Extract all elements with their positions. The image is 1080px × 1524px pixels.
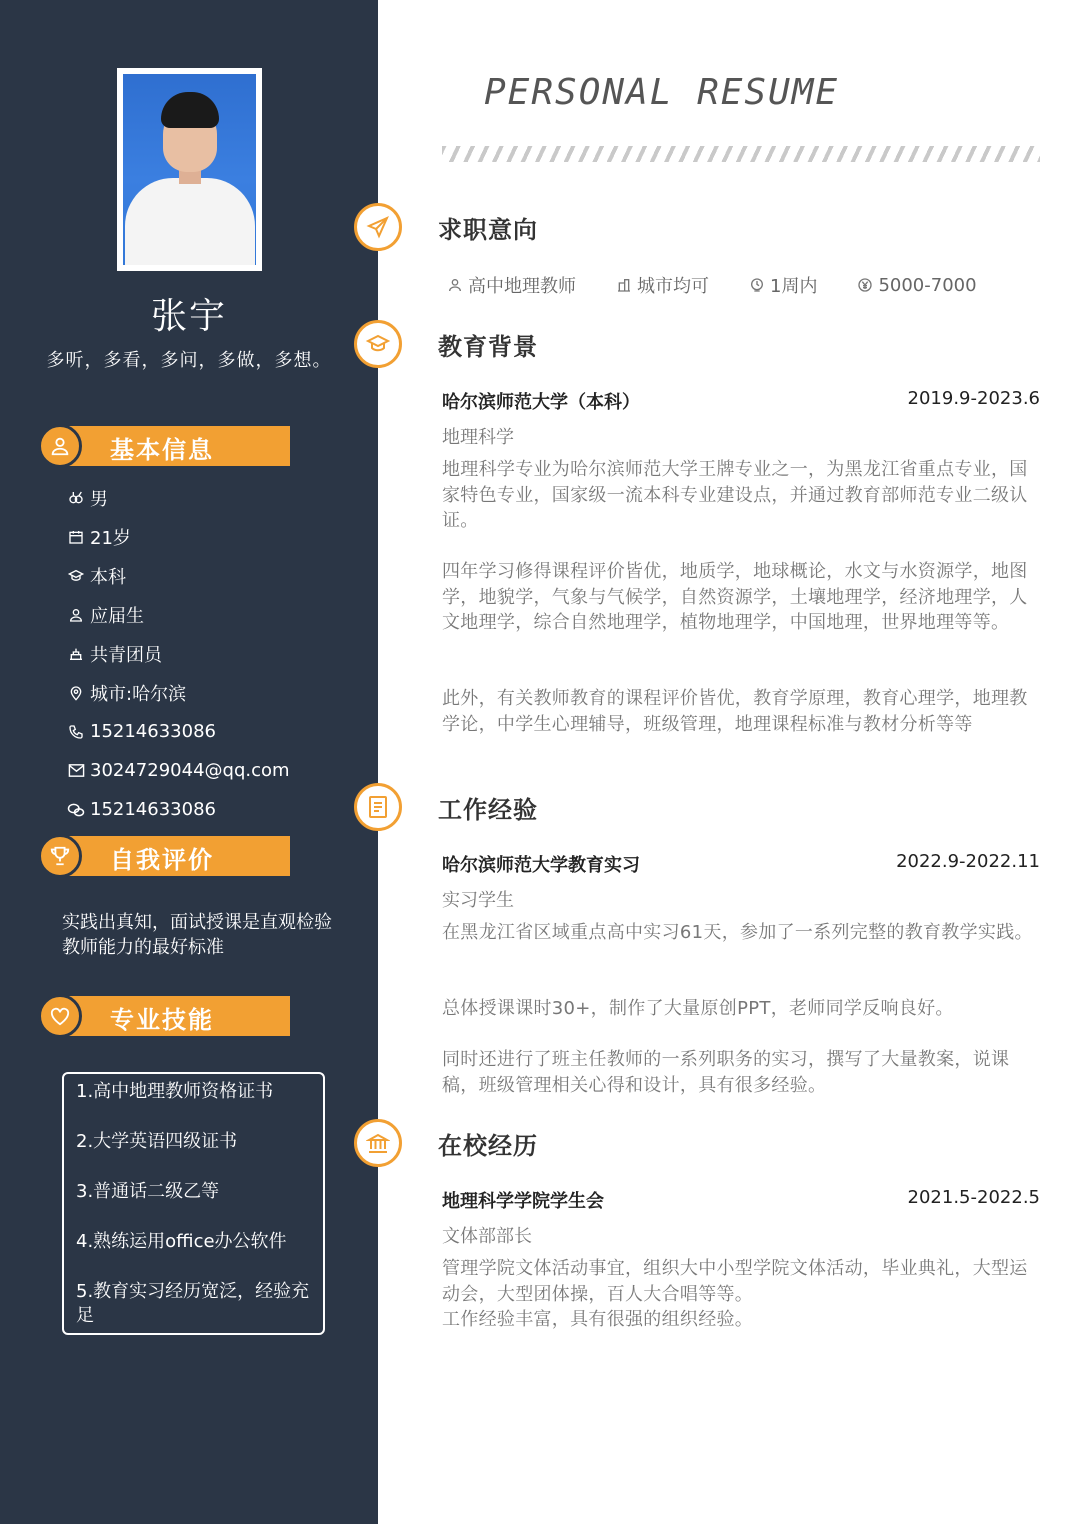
- education-title: 教育背景: [438, 333, 538, 361]
- graduation-cap-icon: [354, 320, 402, 368]
- work-role: 实习学生: [442, 890, 514, 911]
- basic-info-list: [66, 478, 290, 829]
- campus-org: 地理科学学院学生会: [442, 1191, 604, 1212]
- paper-plane-icon: [354, 203, 402, 251]
- info-politics: 共青团员: [66, 634, 290, 673]
- phone-icon: [66, 722, 86, 742]
- work-entry-head: [442, 851, 1040, 877]
- education-paragraph: 地理科学专业为哈尔滨师范大学王牌专业之一，为黑龙江省重点专业，国家特色专业，国家级一流本科专业建设点，并通过教育部师范专业二级认证。: [442, 459, 1028, 531]
- trophy-icon: [38, 834, 82, 878]
- self-eval-text: 实践出真知，面试授课是直观检验教师能力的最好标准: [62, 912, 332, 958]
- skills-header: [38, 994, 290, 1036]
- work-paragraph: 在黑龙江省区域重点高中实习61天，参加了一系列完整的教育教学实践。: [442, 922, 1033, 943]
- motto: 多听，多看，多问，多做，多想。: [46, 350, 332, 371]
- resume-title: PERSONAL RESUME: [484, 72, 840, 113]
- work-paragraph: 同时还进行了班主任教师的一系列职务的实习，撰写了大量教案，说课稿，班级管理相关心得和设计，具有很多经验。: [442, 1049, 1010, 1096]
- info-email: 3024729044@qq.com: [66, 751, 290, 790]
- user-icon: [66, 605, 86, 625]
- skill-item: 2.大学英语四级证书: [76, 1131, 238, 1152]
- building-icon: [614, 275, 634, 295]
- education-paragraph: 四年学习修得课程评价皆优，地质学，地球概论，水文与水资源学，地图学，地貌学，气象与气候学，自然资源学，土壤地理学，经济地理学，人文地理学，综合自然地理学，植物地理学，中国地理，世界地理等等。: [442, 561, 1028, 633]
- job-intent-title: 求职意向: [438, 216, 538, 244]
- party-icon: [66, 644, 86, 664]
- info-phone: 15214633086: [66, 712, 290, 751]
- skill-item: 1.高中地理教师资格证书: [76, 1081, 274, 1102]
- work-date: 2022.9-2022.11: [896, 851, 1040, 872]
- info-wechat: 15214633086: [66, 790, 290, 829]
- education-entry-head: [442, 388, 1040, 414]
- intent-position: 高中地理教师: [445, 272, 576, 298]
- clock-icon: [747, 275, 767, 295]
- work-org: 哈尔滨师范大学教育实习: [442, 855, 640, 876]
- location-icon: [66, 683, 86, 703]
- info-gender: 男: [66, 478, 290, 517]
- skill-item: 5.教育实习经历宽泛，经验充足: [76, 1281, 310, 1326]
- document-icon: [354, 783, 402, 831]
- skills-title: 专业技能: [110, 1006, 214, 1034]
- basic-info-title: 基本信息: [110, 436, 214, 464]
- education-major: 地理科学: [442, 427, 514, 448]
- campus-role: 文体部部长: [442, 1226, 532, 1247]
- work-title: 工作经验: [438, 796, 538, 824]
- education-paragraph: 此外，有关教师教育的课程评价皆优，教育学原理，教育心理学，地理教学论，中学生心理辅导，班级管理，地理课程标准与教材分析等等: [442, 688, 1028, 735]
- basic-info-header: [38, 424, 290, 466]
- mail-icon: [66, 761, 86, 781]
- self-eval-title: 自我评价: [110, 846, 214, 874]
- heart-icon: [38, 994, 82, 1038]
- education-org: 哈尔滨师范大学（本科）: [442, 392, 640, 413]
- campus-title: 在校经历: [438, 1132, 538, 1160]
- yen-icon: [855, 275, 875, 295]
- info-status: 应届生: [66, 595, 290, 634]
- intent-availability: 1周内: [747, 272, 817, 298]
- work-paragraph: 总体授课课时30+，制作了大量原创PPT，老师同学反响良好。: [442, 998, 954, 1019]
- info-degree: 本科: [66, 556, 290, 595]
- gender-icon: [66, 488, 86, 508]
- institution-icon: [354, 1119, 402, 1167]
- graduation-cap-icon: [66, 566, 86, 586]
- decorative-stripe: [442, 146, 1040, 162]
- calendar-icon: [66, 527, 86, 547]
- intent-salary: 5000-7000: [855, 272, 976, 298]
- sidebar: [0, 0, 378, 1524]
- skill-item: 3.普通话二级乙等: [76, 1181, 220, 1202]
- user-icon: [38, 424, 82, 468]
- campus-paragraph: 工作经验丰富，具有很强的组织经验。: [442, 1309, 754, 1330]
- wechat-icon: [66, 800, 86, 820]
- intent-city: 城市均可: [614, 272, 709, 298]
- candidate-name: 张宇: [150, 296, 227, 337]
- campus-date: 2021.5-2022.5: [907, 1187, 1040, 1208]
- campus-paragraph: 管理学院文体活动事宜，组织大中小型学院文体活动，毕业典礼，大型运动会，大型团体操，百人大合唱等等。: [442, 1258, 1028, 1305]
- info-city: 城市:哈尔滨: [66, 673, 290, 712]
- skill-item: 4.熟练运用office办公软件: [76, 1231, 287, 1252]
- user-icon: [445, 275, 465, 295]
- self-eval-header: [38, 834, 290, 876]
- campus-entry-head: [442, 1187, 1040, 1213]
- profile-photo: [117, 68, 262, 271]
- info-age: 21岁: [66, 517, 290, 556]
- job-intent-list: [445, 272, 1015, 298]
- skills-list: [62, 1072, 325, 1335]
- education-date: 2019.9-2023.6: [907, 388, 1040, 409]
